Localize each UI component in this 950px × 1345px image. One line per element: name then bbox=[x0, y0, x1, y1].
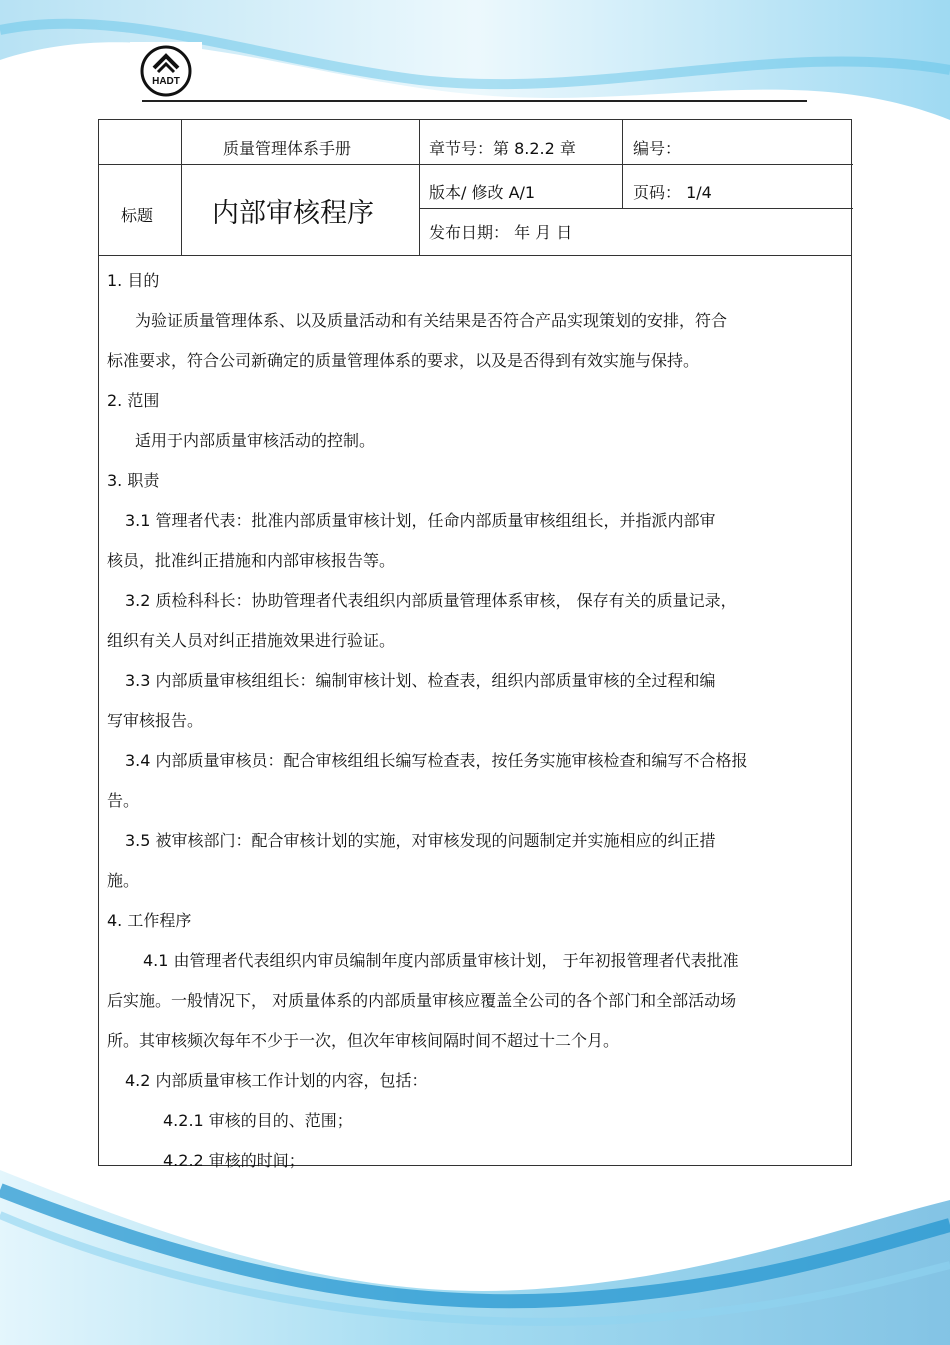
company-logo bbox=[130, 42, 202, 100]
paragraph-line: 施。 bbox=[107, 871, 140, 890]
divider bbox=[419, 120, 420, 255]
paragraph-line: 组织有关人员对纠正措施效果进行验证。 bbox=[107, 631, 396, 650]
divider bbox=[181, 120, 182, 255]
paragraph-line: 3.4 内部质量审核员：配合审核组组长编写检查表，按任务实施审核检查和编写不合格报 bbox=[125, 751, 748, 770]
document-frame bbox=[98, 119, 852, 1170]
paragraph-line: 标准要求，符合公司新确定的质量管理体系的要求，以及是否得到有效实施与保持。 bbox=[107, 351, 700, 370]
document-number: 编号： bbox=[633, 139, 682, 158]
logo-text: HADT bbox=[152, 76, 180, 87]
paragraph-line: 3.5 被审核部门：配合审核计划的实施，对审核发现的问题制定并实施相应的纠正措 bbox=[125, 831, 716, 850]
paragraph-line: 为验证质量管理体系、以及质量活动和有关结果是否符合产品实现策划的安排，符合 bbox=[135, 311, 728, 330]
header-rule bbox=[142, 100, 807, 102]
paragraph-line: 写审核报告。 bbox=[107, 711, 204, 730]
title-label: 标题 bbox=[121, 206, 154, 225]
paragraph-line: 3.2 质检科科长：协助管理者代表组织内部质量管理体系审核， 保存有关的质量记录， bbox=[125, 591, 737, 610]
document-title: 内部审核程序 bbox=[212, 198, 374, 229]
section-heading: 4. 工作程序 bbox=[107, 911, 192, 930]
header-table bbox=[99, 120, 851, 256]
paragraph-line: 4.2.1 审核的目的、范围； bbox=[163, 1111, 353, 1130]
manual-title: 质量管理体系手册 bbox=[223, 139, 352, 158]
divider bbox=[99, 164, 853, 165]
paragraph-line: 3.1 管理者代表：批准内部质量审核计划，任命内部质量审核组组长，并指派内部审 bbox=[125, 511, 716, 530]
paragraph-line: 4.2.2 审核的时间； bbox=[163, 1151, 305, 1170]
page-number: 页码： 1/4 bbox=[633, 183, 712, 202]
paragraph-line: 4.2 内部质量审核工作计划的内容，包括： bbox=[125, 1071, 428, 1090]
paragraph-line: 所。其审核频次每年不少于一次，但次年审核间隔时间不超过十二个月。 bbox=[107, 1031, 620, 1050]
chapter-number: 章节号：第 8.2.2 章 bbox=[429, 139, 576, 158]
section-heading: 1. 目的 bbox=[107, 271, 160, 290]
paragraph-line: 4.1 由管理者代表组织内审员编制年度内部质量审核计划， 于年初报管理者代表批准 bbox=[143, 951, 739, 970]
paragraph-line: 告。 bbox=[107, 791, 140, 810]
paragraph-line: 核员，批准纠正措施和内部审核报告等。 bbox=[107, 551, 396, 570]
issue-date: 发布日期： 年 月 日 bbox=[429, 223, 573, 242]
paragraph-line: 后实施。一般情况下， 对质量体系的内部质量审核应覆盖全公司的各个部门和全部活动场 bbox=[107, 991, 737, 1010]
divider bbox=[419, 208, 853, 209]
paragraph-line: 适用于内部质量审核活动的控制。 bbox=[135, 431, 376, 450]
paragraph-line: 3.3 内部质量审核组组长：编制审核计划、检查表，组织内部质量审核的全过程和编 bbox=[125, 671, 716, 690]
version: 版本/ 修改 A/1 bbox=[429, 183, 536, 202]
section-heading: 2. 范围 bbox=[107, 391, 160, 410]
section-heading: 3. 职责 bbox=[107, 471, 160, 490]
